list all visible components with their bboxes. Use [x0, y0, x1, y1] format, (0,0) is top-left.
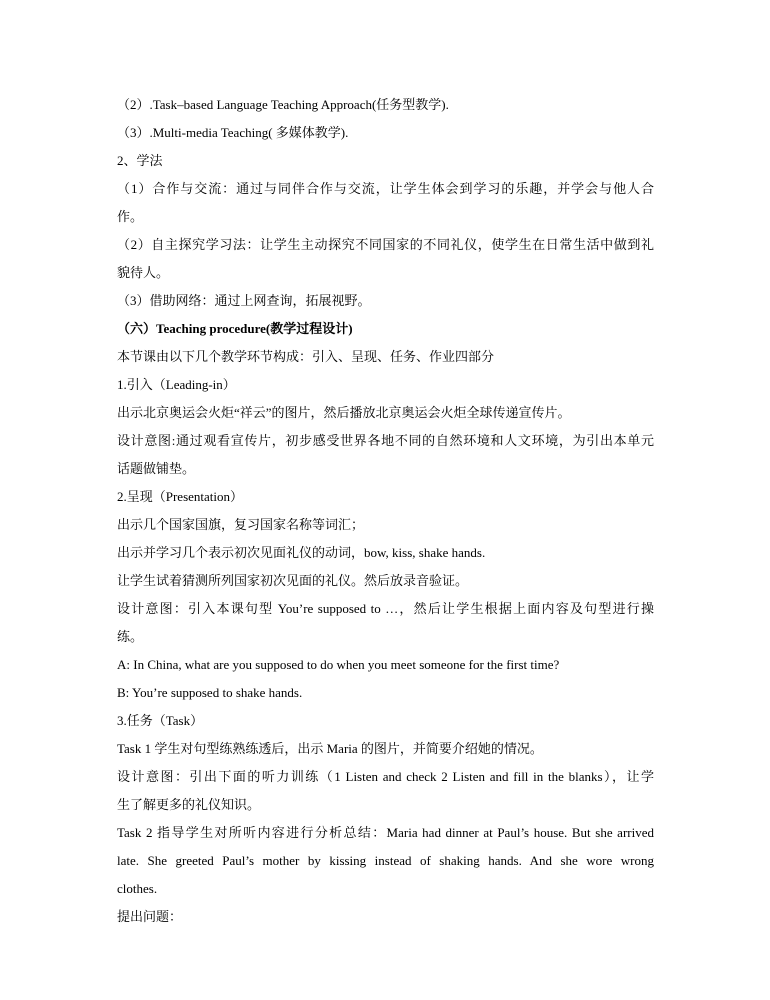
text-line: （2）.Task–based Language Teaching Approach(任务型教学).: [117, 97, 449, 112]
text-line: B: You’re supposed to shake hands.: [117, 685, 303, 700]
text-line: 出示并学习几个表示初次见面礼仪的动词，bow, kiss, shake hands.: [117, 545, 486, 560]
text-line: clothes.: [117, 881, 158, 896]
text-line: 作。: [117, 209, 144, 224]
text-line: （3）借助网络：通过上网查询，拓展视野。: [117, 293, 371, 308]
text-line: 设计意图：引入本课句型 You’re supposed to …，然后让学生根据上面内容及句型进行操: [117, 601, 654, 616]
text-line: 2、学法: [117, 153, 163, 168]
text-line: 生了解更多的礼仪知识。: [117, 797, 261, 812]
text-line: A: In China, what are you supposed to do when you meet someone for the first time?: [117, 657, 560, 672]
text-line: 让学生试着猜测所列国家初次见面的礼仪。然后放录音验证。: [117, 573, 469, 588]
text-line: （3）.Multi-media Teaching( 多媒体教学).: [117, 125, 349, 140]
text-line: 练。: [117, 629, 144, 644]
text-line: 话题做铺垫。: [117, 461, 196, 476]
text-line: 3.任务（Task）: [117, 713, 204, 728]
text-line: 2.呈现（Presentation）: [117, 489, 244, 504]
document-body: [117, 91, 654, 931]
text-line: 本节课由以下几个教学环节构成：引入、呈现、任务、作业四部分: [117, 349, 495, 364]
text-line: （六）Teaching procedure(教学过程设计): [117, 321, 353, 336]
text-line: late. She greeted Paul’s mother by kissing instead of shaking hands. And she wore wrong: [117, 853, 654, 868]
text-line: 1.引入（Leading-in）: [117, 377, 236, 392]
text-line: Task 2 指导学生对所听内容进行分析总结：Maria had dinner at Paul’s house. But she arrived: [117, 825, 654, 840]
text-line: （1）合作与交流：通过与同伴合作与交流，让学生体会到学习的乐趣，并学会与他人合: [117, 181, 654, 196]
text-line: 出示北京奥运会火炬“祥云”的图片，然后播放北京奥运会火炬全球传递宣传片。: [117, 405, 571, 420]
text-line: Task 1 学生对句型练熟练透后，出示 Maria 的图片，并简要介绍她的情况。: [117, 741, 543, 756]
text-line: （2）自主探究学习法：让学生主动探究不同国家的不同礼仪，使学生在日常生活中做到礼: [117, 237, 654, 252]
text-line: 设计意图：引出下面的听力训练（1 Listen and check 2 Listen and fill in the blanks），让学: [117, 769, 654, 784]
text-line: 貌待人。: [117, 265, 170, 280]
text-line: 设计意图:通过观看宣传片，初步感受世界各地不同的自然环境和人文环境，为引出本单元: [117, 433, 654, 448]
text-line: 提出问题：: [117, 909, 183, 924]
text-line: 出示几个国家国旗，复习国家名称等词汇；: [117, 517, 365, 532]
